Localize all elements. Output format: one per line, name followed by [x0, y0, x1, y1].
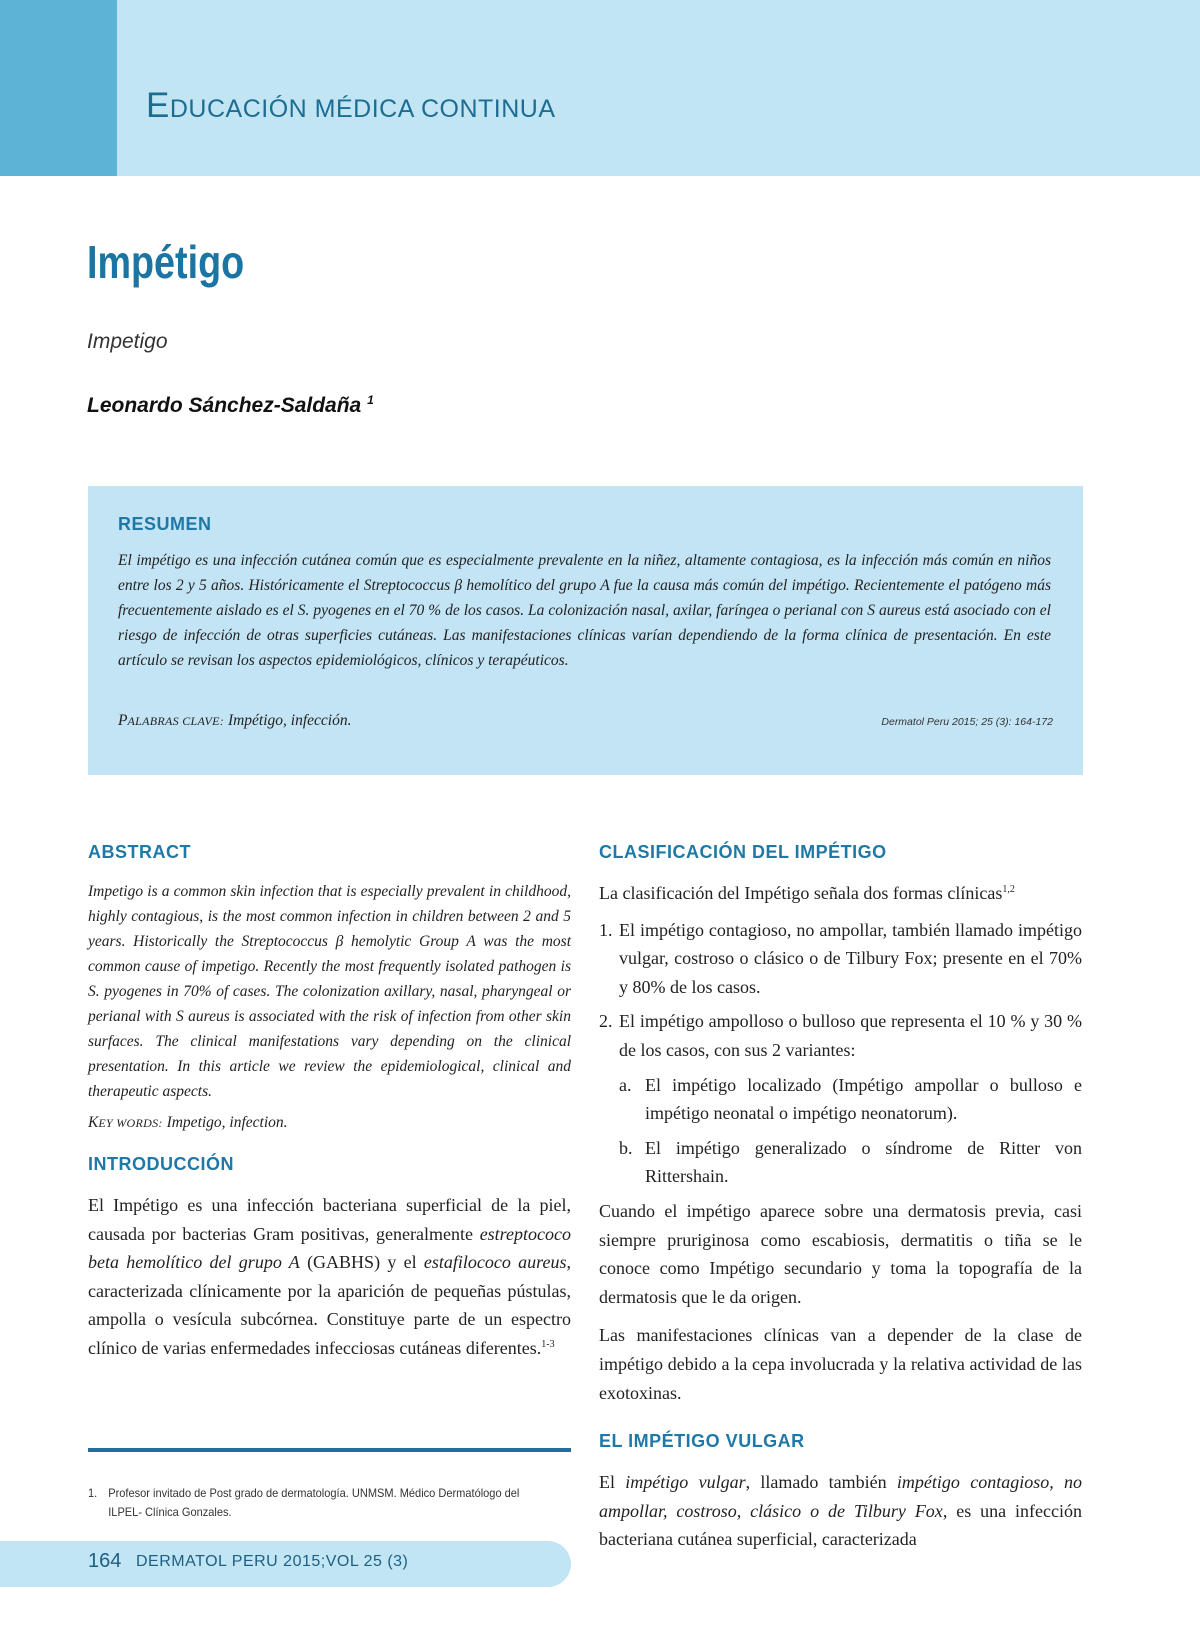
resumen-heading: RESUMEN: [118, 514, 212, 534]
section-label: [146, 86, 556, 126]
footnote-text: Profesor invitado de Post grado de dermatología. UNMSM. Médico Dermatólogo del ILPEL- Clínica Gonzales.: [108, 1486, 520, 1519]
citation: Dermatol Peru 2015; 25 (3): 164-172: [881, 716, 1053, 728]
abstract-text: Impetigo is a common skin infection that is especially prevalent in childhood, highly contagious, is the most common infection in children between 2 and 5 years. Historically the Streptococcus β hemolytic Group A was the most common cause of impetigo. Recently the most frequently isolated pathogen is S. pyogenes in 70% of cases. The colonization axillary, nasal, pharyngeal or perianal with S aureus is associated with the risk of infection from other skin surfaces. The clinical manifestations vary depending on the clinical presentation. In this article we review the epidemiological, clinical and therapeutic aspects.: [88, 883, 571, 1100]
section-label-rest: DUCACIÓN MÉDICA CONTINUA: [169, 95, 556, 123]
text-run: , caracterizada clínicamente por la aparición de pequeñas pústulas, ampolla o vesícula subcórnea. Constituye parte de un espectro clínico de varias enfermedades infecciosas cutáneas diferentes.: [88, 1252, 571, 1358]
right-column: [599, 842, 1082, 1554]
clasificacion-intro: [599, 879, 1082, 908]
text-run: , llamado también: [745, 1472, 897, 1493]
page-number: 164: [88, 1550, 122, 1572]
resumen-text: El impétigo es una infección cutánea común que es especialmente prevalente en la niñez, altamente contagiosa, es la infección más común en niños entre los 2 y 5 años. Históricamente el Streptococcus β hemolítico del grupo A fue la causa más común del impétigo. Recientemente el patógeno más frecuentemente aislado es el S. pyogenes en el 70 % de los casos. La colonización nasal, axilar, faríngea o perianal con S aureus está asociado con el riesgo de infección de otras superficies cutáneas. Las manifestaciones clínicas varían dependiendo de la forma clínica de presentación. En este artículo se revisan los aspectos epidemiológicos, clínicos y terapéuticos.: [118, 552, 1051, 669]
sub-list-item: [619, 1134, 1082, 1191]
header-accent-tab: [0, 0, 117, 176]
list-item-text: El impétigo contagioso, no ampollar, también llamado impétigo vulgar, costroso o clásico o de Tilbury Fox; presente en el 70% y 80% de los casos.: [619, 919, 1082, 997]
sub-list: [619, 1071, 1082, 1191]
text-run-italic: impétigo vulgar: [625, 1472, 746, 1493]
text-run: El: [599, 1472, 626, 1493]
text-run: , es una infección bacteriana cutánea superficial, caracterizada: [599, 1500, 1082, 1550]
list-item: [599, 1007, 1082, 1191]
list-item-text: El impétigo localizado (Impétigo ampollar o bulloso e impétigo neonatal o impétigo neonatorum).: [645, 1074, 1082, 1124]
list-number: 1.: [599, 919, 613, 940]
resumen-keywords: [118, 712, 351, 730]
journal-footer: DERMATOL PERU 2015;VOL 25 (3): [136, 1553, 409, 1570]
article-title-english: Impetigo: [87, 330, 168, 353]
text-run: La clasificación del Impétigo señala dos formas clínicas: [599, 883, 1003, 903]
list-number: 2.: [599, 1011, 613, 1032]
author-name: Leonardo Sánchez-Saldaña: [87, 394, 362, 417]
text-run: El Impétigo es una infección bacteriana superficial de la piel, causada por bacterias Gram positivas, generalmente: [88, 1195, 571, 1244]
keywords-value: Impetigo, infection.: [166, 1114, 288, 1131]
vulgar-paragraph: [599, 1468, 1082, 1554]
reference-superscript: 1,2: [1002, 884, 1015, 895]
list-letter: a.: [619, 1074, 632, 1095]
left-column: [88, 842, 571, 1363]
keywords-label-initial: K: [88, 1114, 99, 1131]
keywords-value: Impétigo, infección.: [227, 712, 352, 729]
footnote-divider: [88, 1448, 571, 1452]
text-run-italic: estafilococo aureus: [423, 1252, 567, 1273]
sub-list-item: [619, 1071, 1082, 1128]
list-item-text: El impétigo ampolloso o bulloso que representa el 10 % y 30 % de los casos, con sus 2 variantes:: [619, 1011, 1082, 1060]
clasificacion-paragraph: Cuando el impétigo aparece sobre una dermatosis previa, casi siempre pruriginosa como escabiosis, dermatitis o tiña se le conoce como Impétigo secundario y toma la topografía de la dermatosis que le da origen.: [599, 1200, 1082, 1307]
footnote: [88, 1484, 532, 1522]
reference-superscript: 1-3: [541, 1338, 555, 1350]
list-item-text: El impétigo generalizado o síndrome de Ritter von Rittershain.: [645, 1137, 1082, 1187]
text-run-italic: impétigo contagioso, no ampollar, costroso, clásico o de Tilbury Fox: [599, 1472, 1082, 1521]
section-label-initial: E: [146, 86, 170, 125]
vulgar-heading: EL IMPÉTIGO VULGAR: [599, 1431, 805, 1452]
footnote-number: 1.: [88, 1486, 98, 1500]
text-run-italic: estreptococo beta hemolítico del grupo A: [88, 1223, 571, 1273]
keywords-label-initial: P: [118, 712, 128, 729]
abstract-keywords: [88, 1114, 571, 1132]
article-title: Impétigo: [87, 236, 245, 288]
author-affiliation-mark: 1: [367, 393, 374, 407]
clasificacion-heading: CLASIFICACIÓN DEL IMPÉTIGO: [599, 842, 887, 862]
resumen-box: [88, 486, 1083, 775]
author-line: [87, 393, 374, 418]
keywords-label-rest: EY WORDS:: [98, 1116, 163, 1130]
text-run: (GABHS) y el: [299, 1252, 424, 1273]
keywords-label-rest: ALABRAS CLAVE:: [127, 714, 225, 728]
list-item: [599, 916, 1082, 1002]
abstract-heading: ABSTRACT: [88, 842, 191, 862]
clasificacion-list: [599, 916, 1082, 1191]
introduccion-heading: INTRODUCCIÓN: [88, 1154, 234, 1174]
introduccion-paragraph: [88, 1191, 571, 1363]
clasificacion-paragraph: Las manifestaciones clínicas van a depender de la clase de impétigo debido a la cepa involucrada y la relativa actividad de las exotoxinas.: [599, 1325, 1082, 1403]
list-letter: b.: [619, 1137, 633, 1158]
